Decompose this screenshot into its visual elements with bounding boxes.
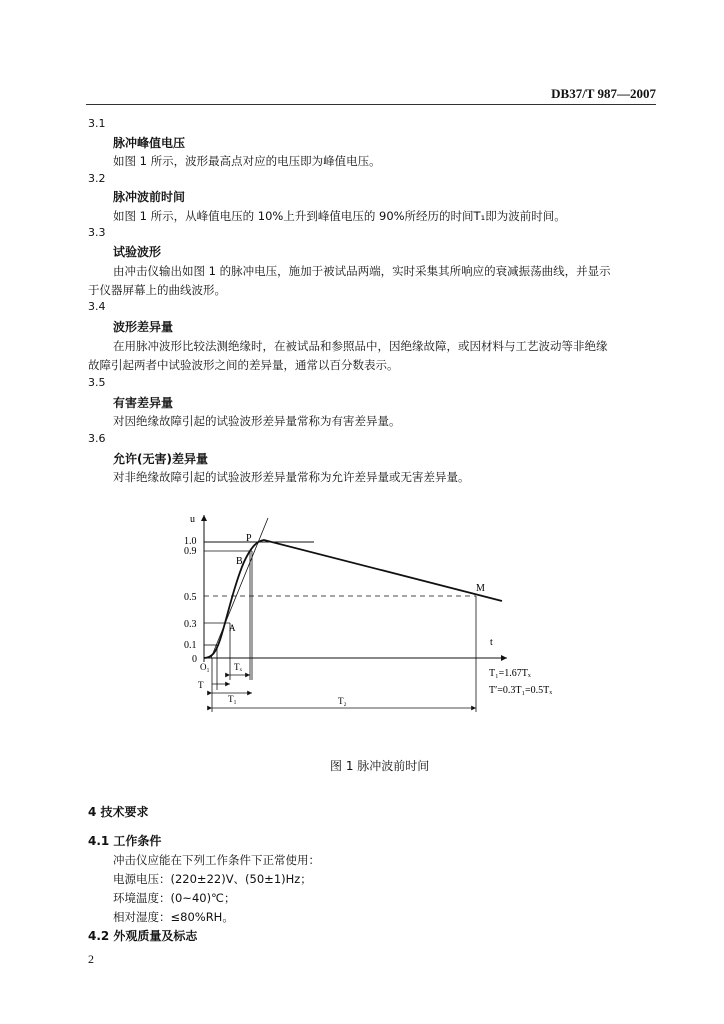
figure-caption: 图 1 脉冲波前时间 [330,759,430,773]
clause-term: 波形差异量 [113,320,174,334]
subsection-title: 4.2 外观质量及标志 [88,929,198,943]
t1-label: T₁ [228,694,237,704]
condition-line: 相对湿度：≤80%RH。 [113,910,234,924]
section-title: 4 技术要求 [88,805,149,819]
point-label-o1: O₁ [200,662,210,672]
clause-term: 有害差异量 [113,396,174,410]
clause-term: 脉冲波前时间 [113,190,186,204]
y-tick-label: 1.0 [184,536,197,547]
point-label-b: B [236,556,243,567]
y-tick-label: 0.3 [184,619,197,630]
clause-text: 于仪器屏幕上的曲线波形。 [88,283,226,297]
clause-text: 对非绝缘故障引起的试验波形差异量常称为允许差异量或无害差异量。 [113,470,470,484]
clause-number: 3.2 [88,172,106,185]
condition-line: 环境温度：(0~40)℃； [113,891,236,905]
formula-t1: T₁=1.67Tₓ [489,668,531,679]
clause-text: 由冲击仪输出如图 1 的脉冲电压，施加于被试品两端，实时采集其所响应的衰减振荡曲线，并显示 [113,264,611,278]
t-axis-label: t [490,637,493,648]
y-tick-label: 0 [192,654,197,665]
clause-text: 在用脉冲波形比较法测绝缘时，在被试品和参照品中，因绝缘故障，或因材料与工艺波动等非绝缘 [113,339,608,353]
y-tick-label: 0.1 [184,640,197,651]
front-tangent-line [211,518,268,658]
impulse-waveform [204,540,502,658]
clause-text: 如图 1 所示，从峰值电压的 10%上升到峰值电压的 90%所经历的时间T₁即为波前时间。 [113,209,566,223]
tx-label: Tₓ [234,662,243,672]
clause-text: 对因绝缘故障引起的试验波形差异量常称为有害差异量。 [113,414,401,428]
condition-line: 冲击仪应能在下列工作条件下正常使用： [113,853,320,867]
u-axis-label: u [190,514,195,525]
clause-text: 故障引起两者中试验波形之间的差异量，通常以百分数表示。 [88,358,399,372]
point-label-p: P [246,533,252,544]
formula-t-prime: T′=0.3T₁=0.5Tₓ [489,685,553,696]
subsection-title: 4.1 工作条件 [88,834,162,848]
clause-number: 3.4 [88,300,106,313]
t2-label: T₂ [338,696,347,706]
standard-code: DB37/T 987—2007 [551,86,656,101]
clause-term: 脉冲峰值电压 [113,136,186,150]
clause-text: 如图 1 所示，波形最高点对应的电压即为峰值电压。 [113,154,381,168]
y-tick-label: 0.5 [184,592,197,603]
condition-line: 电源电压：(220±22)V、(50±1)Hz； [113,872,312,886]
point-label-m: M [476,583,485,594]
clause-number: 3.6 [88,432,106,445]
point-label-a: A [229,623,236,633]
page-number: 2 [88,952,94,966]
clause-number: 3.5 [88,376,106,389]
t-prime-label: T [198,680,204,690]
clause-term: 试验波形 [113,245,162,259]
clause-number: 3.3 [88,226,106,239]
clause-number: 3.1 [88,117,106,130]
y-tick-label: 0.9 [184,546,197,557]
clause-term: 允许(无害)差异量 [113,452,208,466]
